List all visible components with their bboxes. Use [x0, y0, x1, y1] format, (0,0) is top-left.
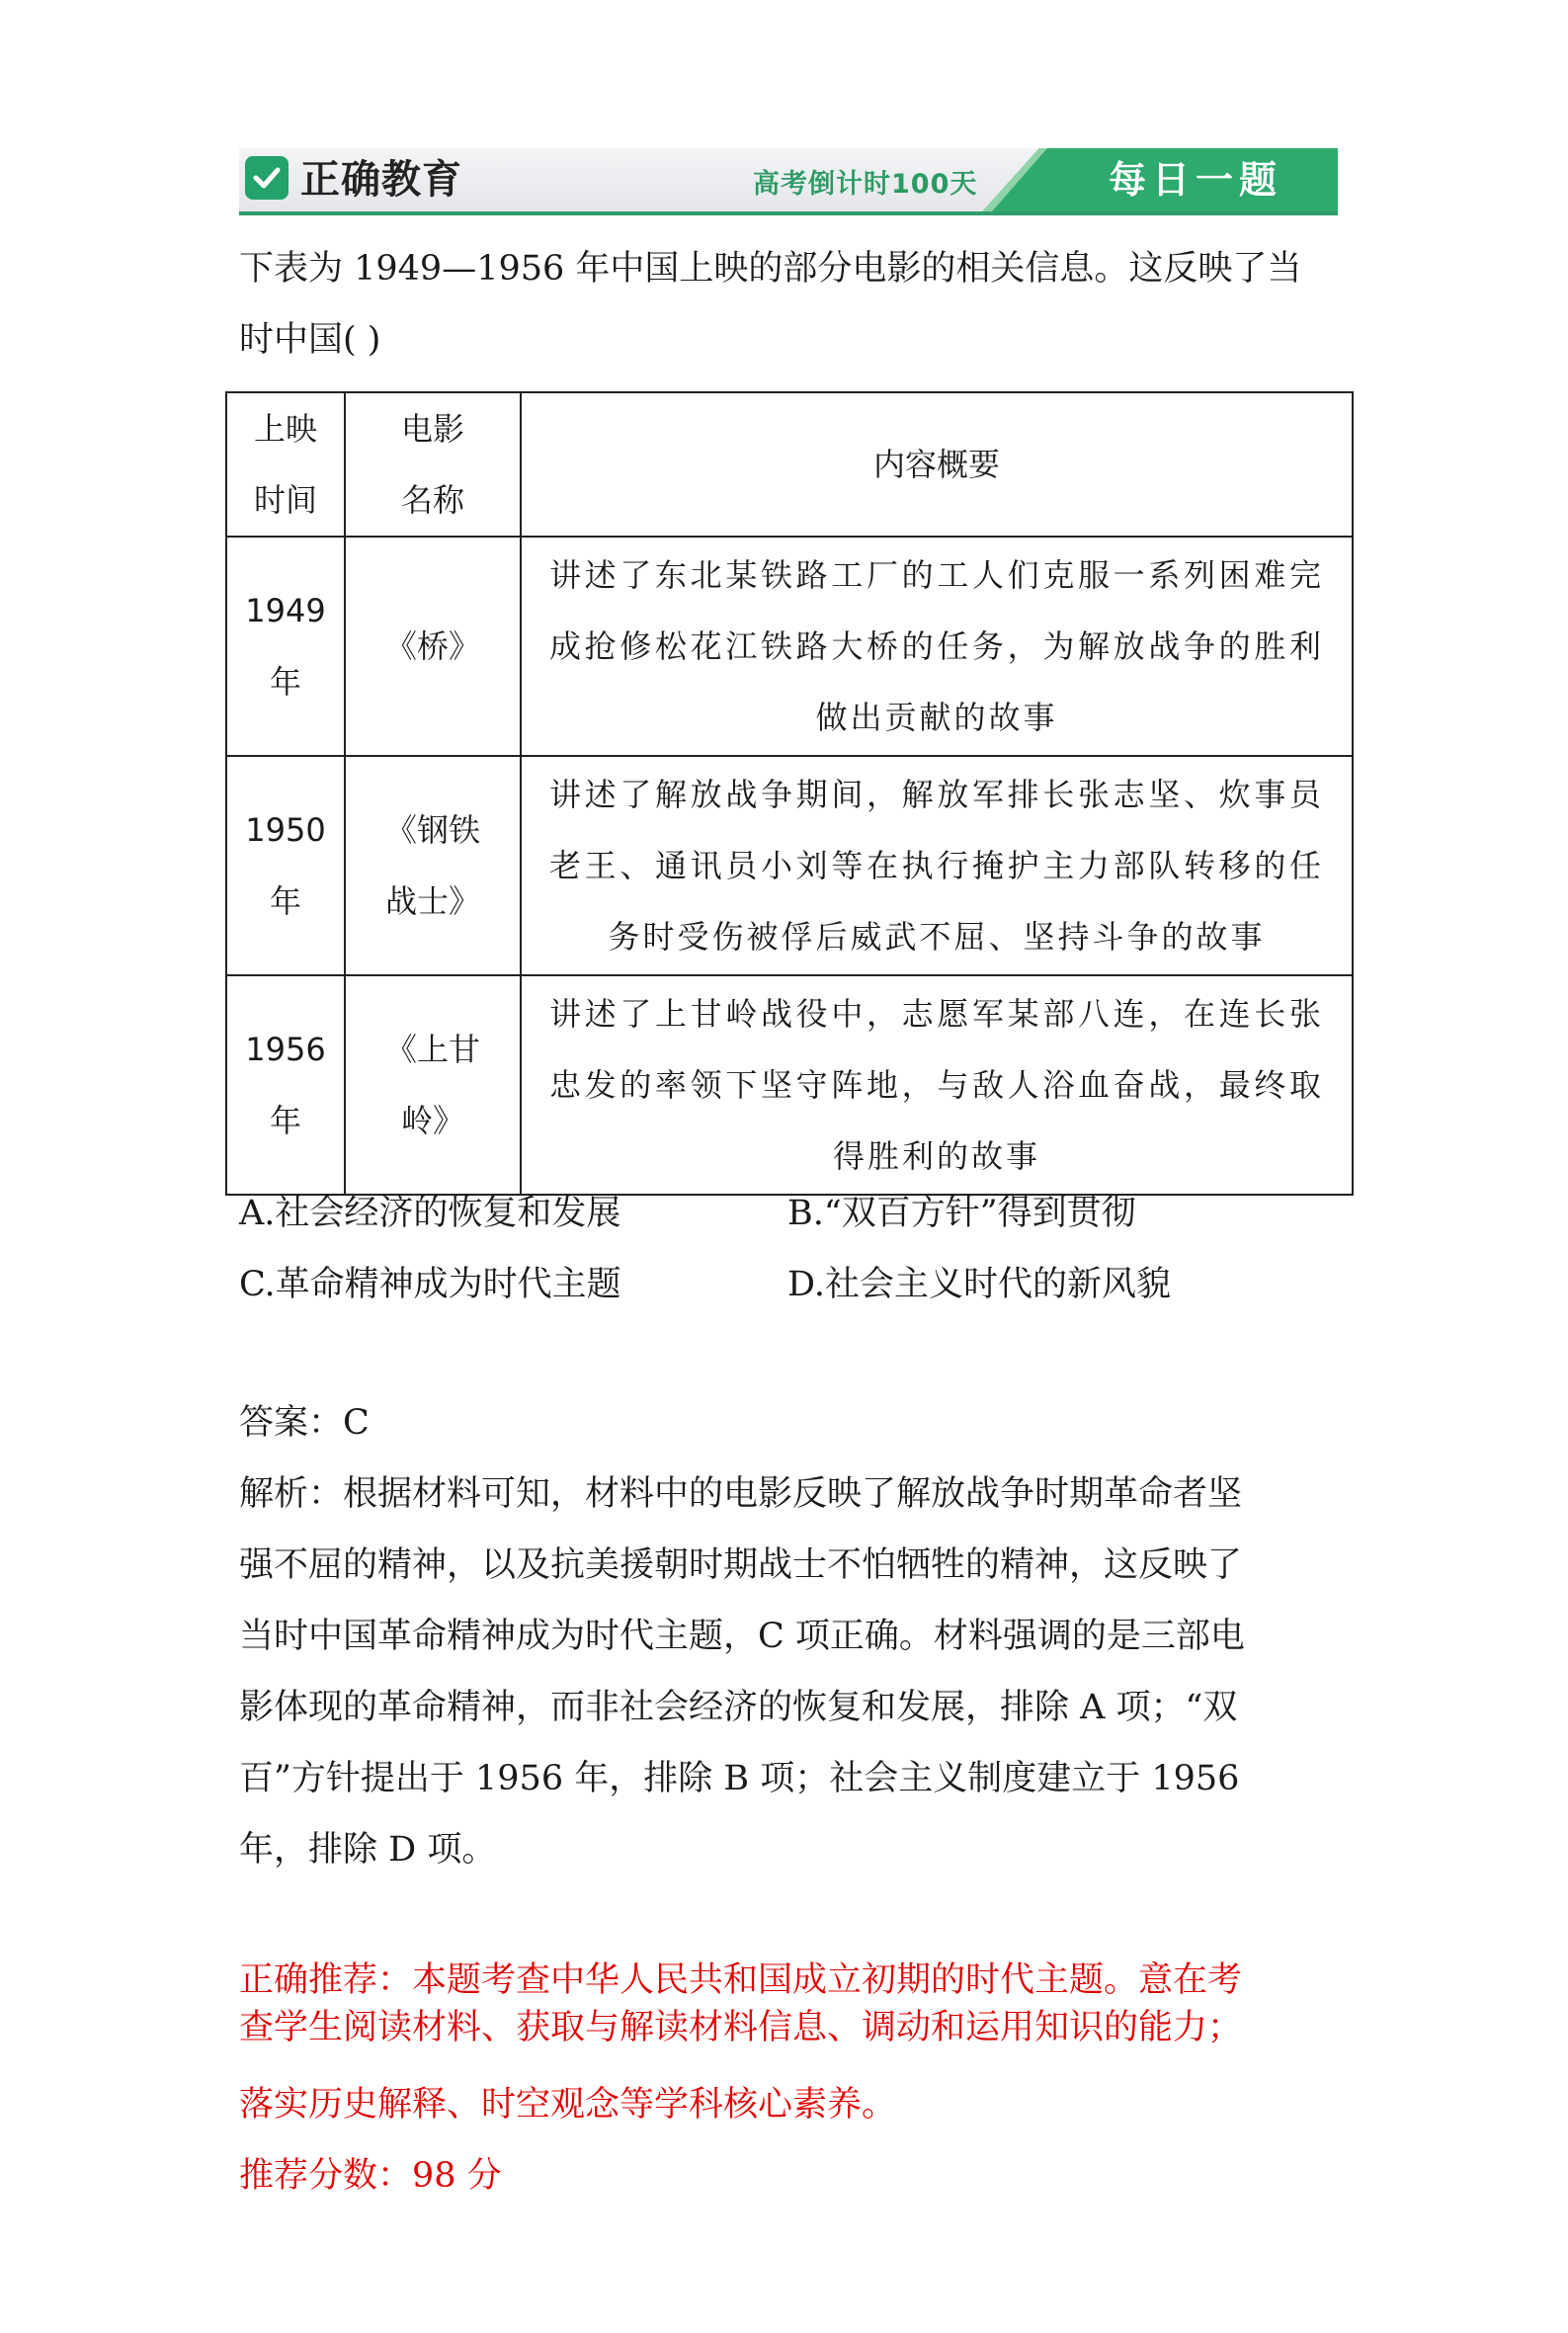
table-row	[226, 537, 1353, 756]
summary-cell: 讲述了东北某铁路工厂的工人们克服一系列困难完成抢修松花江铁路大桥的任务，为解放战争的胜利做出贡献的故事	[521, 537, 1353, 756]
header-release-time	[226, 392, 345, 537]
analysis-line: 解析：根据材料可知，材料中的电影反映了解放战争时期革命者坚	[239, 1474, 1243, 1514]
release-year-cell	[226, 537, 345, 756]
film-title-cell	[345, 975, 521, 1195]
film-title-text: 岭》	[400, 1102, 464, 1139]
answer-line: 答案：C	[239, 1403, 370, 1443]
option-d: D.社会主义时代的新风貌	[787, 1265, 1171, 1304]
analysis-block	[239, 1458, 1336, 1885]
release-year-cell	[226, 975, 345, 1195]
question-stem-line: 下表为 1949—1956 年中国上映的部分电影的相关信息。这反映了当	[239, 249, 1302, 289]
year-text: 1950	[245, 811, 326, 849]
film-title-cell	[345, 537, 521, 756]
recommendation-line: 查学生阅读材料、获取与解读材料信息、调动和运用知识的能力；	[239, 2008, 1243, 2047]
film-title-text: 《桥》	[384, 627, 480, 665]
film-title-cell	[345, 756, 521, 975]
header-text: 电影	[400, 410, 464, 448]
analysis-line: 百”方针提出于 1956 年，排除 B 项；社会主义制度建立于 1956	[239, 1759, 1240, 1798]
summary-cell: 讲述了上甘岭战役中，志愿军某部八连，在连长张忠发的率领下坚守阵地，与敌人浴血奋战，最终取得胜利的故事	[521, 975, 1353, 1195]
film-title-text: 战士》	[384, 882, 480, 920]
year-text: 年	[269, 1102, 301, 1139]
header-banner	[239, 148, 1338, 217]
header-text: 时间	[253, 481, 317, 519]
countdown-text: 高考倒计时100天	[753, 169, 978, 200]
header-film-name	[345, 392, 521, 537]
banner-underline	[239, 211, 1338, 215]
daily-question-label: 每日一题	[1109, 158, 1283, 202]
table-row	[226, 756, 1353, 975]
recommendation-block	[239, 1957, 1336, 2051]
table-header-row	[226, 392, 1353, 537]
year-text: 年	[269, 882, 301, 920]
recommended-score: 推荐分数：98 分	[239, 2156, 502, 2196]
brand-name: 正确教育	[300, 157, 462, 203]
header-text: 名称	[400, 481, 464, 519]
checkmark-logo-icon	[245, 156, 289, 200]
summary-cell: 讲述了解放战争期间，解放军排长张志坚、炊事员老王、通讯员小刘等在执行掩护主力部队转移的任务时受伤被俘后威武不屈、坚持斗争的故事	[521, 756, 1353, 975]
film-title-text: 《钢铁	[384, 811, 480, 849]
option-b: B.“双百方针”得到贯彻	[787, 1194, 1136, 1233]
film-info-table	[225, 391, 1354, 1196]
recommendation-line: 正确推荐：本题考查中华人民共和国成立初期的时代主题。意在考	[239, 1960, 1243, 2000]
analysis-line: 年，排除 D 项。	[239, 1830, 497, 1870]
year-text: 1949	[245, 592, 326, 629]
analysis-line: 影体现的革命精神，而非社会经济的恢复和发展，排除 A 项；“双	[239, 1688, 1238, 1727]
table-row	[226, 975, 1353, 1195]
question-stem	[239, 233, 1336, 375]
recommendation-line: 落实历史解释、时空观念等学科核心素养。	[239, 2085, 897, 2125]
option-c: C.革命精神成为时代主题	[239, 1265, 621, 1304]
question-stem-line: 时中国( )	[239, 320, 381, 360]
release-year-cell	[226, 756, 345, 975]
year-text: 1956	[245, 1031, 326, 1068]
film-title-text: 《上甘	[384, 1031, 480, 1068]
option-a: A.社会经济的恢复和发展	[239, 1194, 621, 1233]
analysis-line: 强不屈的精神，以及抗美援朝时期战士不怕牺牲的精神，这反映了	[239, 1545, 1243, 1585]
analysis-line: 当时中国革命精神成为时代主题，C 项正确。材料强调的是三部电	[239, 1617, 1245, 1656]
year-text: 年	[269, 663, 301, 701]
header-summary: 内容概要	[521, 392, 1353, 537]
header-text: 上映	[253, 410, 317, 448]
